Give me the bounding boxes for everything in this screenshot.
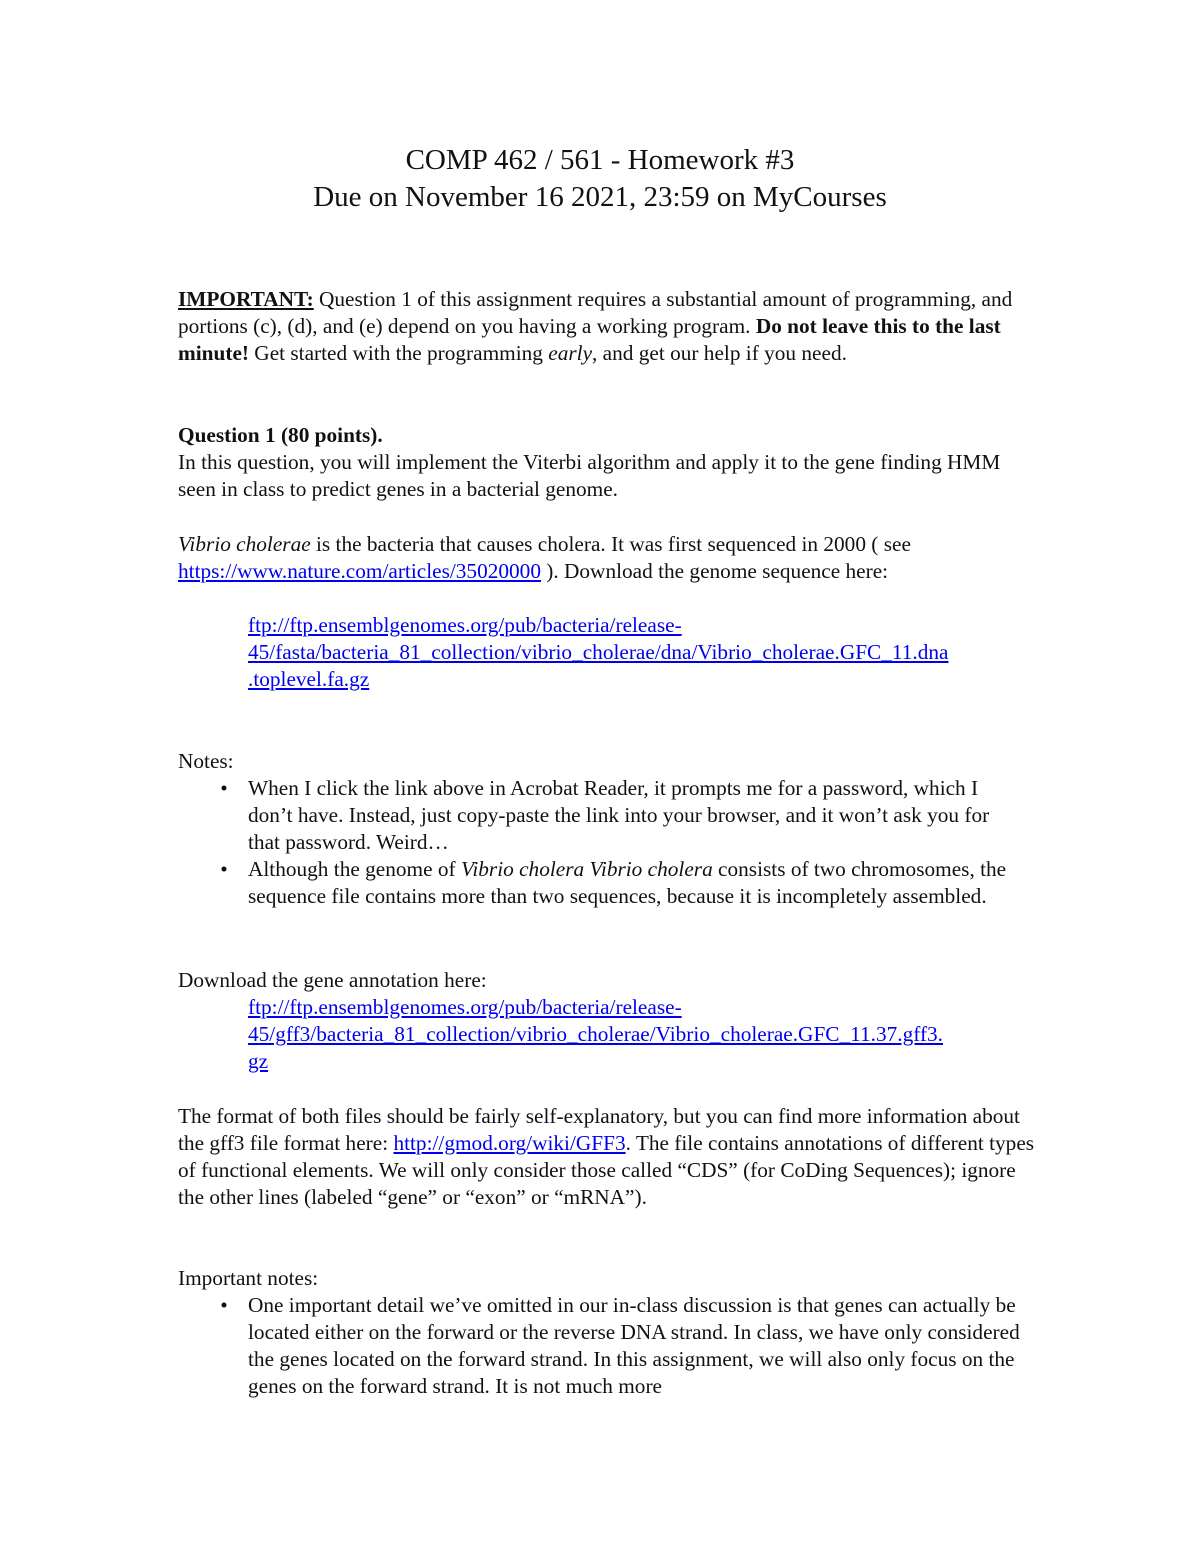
vibrio-paragraph xyxy=(178,531,1038,585)
notes-bullet-2-italic: Vibrio cholera Vibrio cholera xyxy=(460,857,713,881)
annotation-section xyxy=(178,967,1038,994)
format-text-1: The format of both files should be fairly self-explanatory, but you can find more information about the gff3 file format here: xyxy=(178,1104,1020,1155)
bullet-icon: • xyxy=(220,776,228,800)
question-1-heading: Question 1 (80 points). xyxy=(178,423,383,447)
vibrio-text-1: is the bacteria that causes cholera. It was first sequenced in 2000 ( see xyxy=(310,532,911,556)
notes-bullet-1-text: When I click the link above in Acrobat Reader, it prompts me for a password, which I don’t have. Instead, just copy-paste the link into your browser, and it won’t ask you for that password. Weird… xyxy=(248,776,990,854)
bullet-icon: • xyxy=(220,1293,228,1317)
bullet-icon: • xyxy=(220,857,228,881)
notes-bullet-2-post: consists of two chromosomes, the sequence file contains more than two sequences, because it is incompletely assembled. xyxy=(248,857,1007,908)
important-notes-bullet-1 xyxy=(178,1292,1028,1400)
document-title: COMP 462 / 561 - Homework #3 xyxy=(405,144,795,176)
genome-link-line-3[interactable]: .toplevel.fa.gz xyxy=(248,667,370,691)
important-label: IMPORTANT: xyxy=(178,287,314,311)
important-italic: early xyxy=(548,341,593,365)
title-block xyxy=(0,142,1200,216)
notes-bullet-2 xyxy=(178,856,1018,910)
notes-label: Notes: xyxy=(178,749,234,773)
important-text-1: Question 1 of this assignment requires a substantial amount of programming, and portions (c), (d), and (e) depend on you having a working program. xyxy=(178,287,1013,338)
gff3-link[interactable]: http://gmod.org/wiki/GFF3 xyxy=(393,1131,626,1155)
vibrio-text-2: ). Download the genome sequence here: xyxy=(540,559,889,583)
important-notes-bullet-1-text: One important detail we’ve omitted in our in-class discussion is that genes can actually be located either on the forward or the reverse DNA strand. In class, we have only considered the genes located on the forward strand. In this assignment, we will also only focus on the genes on the forward strand. It is not much more xyxy=(248,1293,1020,1398)
question-1-section xyxy=(178,422,1038,503)
important-bold: Do not leave this to the last minute! xyxy=(178,314,1001,365)
format-paragraph xyxy=(178,1103,1038,1211)
genome-link-line-2[interactable]: 45/fasta/bacteria_81_collection/vibrio_cholerae/dna/Vibrio_cholerae.GFC_11.dna xyxy=(248,640,949,664)
annotation-link-line-1[interactable]: ftp://ftp.ensemblgenomes.org/pub/bacteria/release- xyxy=(248,995,682,1019)
format-text-2: . The file contains annotations of different types of functional elements. We will only consider those called “CDS” (for CoDing Sequences); ignore the other lines (labeled “gene” or “exon” or “mRNA”). xyxy=(178,1131,1035,1209)
important-notes-section xyxy=(178,1265,1028,1400)
important-notes-label: Important notes: xyxy=(178,1266,319,1290)
genome-link-block[interactable] xyxy=(248,612,1048,693)
notes-bullet-1 xyxy=(178,775,1018,856)
notes-section xyxy=(178,748,1018,910)
annotation-link-line-2[interactable]: 45/gff3/bacteria_81_collection/vibrio_cholerae/Vibrio_cholerae.GFC_11.37.gff3. xyxy=(248,1022,944,1046)
nature-link[interactable]: https://www.nature.com/articles/35020000 xyxy=(178,559,541,583)
notes-bullet-2-pre: Although the genome of xyxy=(248,857,461,881)
question-1-intro: In this question, you will implement the Viterbi algorithm and apply it to the gene finding HMM seen in class to predict genes in a bacterial genome. xyxy=(178,450,1001,501)
annotation-link-block[interactable] xyxy=(248,994,1048,1075)
genome-link-line-1[interactable]: ftp://ftp.ensemblgenomes.org/pub/bacteria/release- xyxy=(248,613,682,637)
annotation-link-line-3[interactable]: gz xyxy=(248,1049,269,1073)
important-text-3: , and get our help if you need. xyxy=(592,341,847,365)
due-date: Due on November 16 2021, 23:59 on MyCourses xyxy=(313,181,887,213)
vibrio-name: Vibrio cholerae xyxy=(178,532,311,556)
important-text-2: Get started with the programming xyxy=(248,341,549,365)
important-paragraph xyxy=(178,286,1038,367)
annotation-label: Download the gene annotation here: xyxy=(178,968,487,992)
